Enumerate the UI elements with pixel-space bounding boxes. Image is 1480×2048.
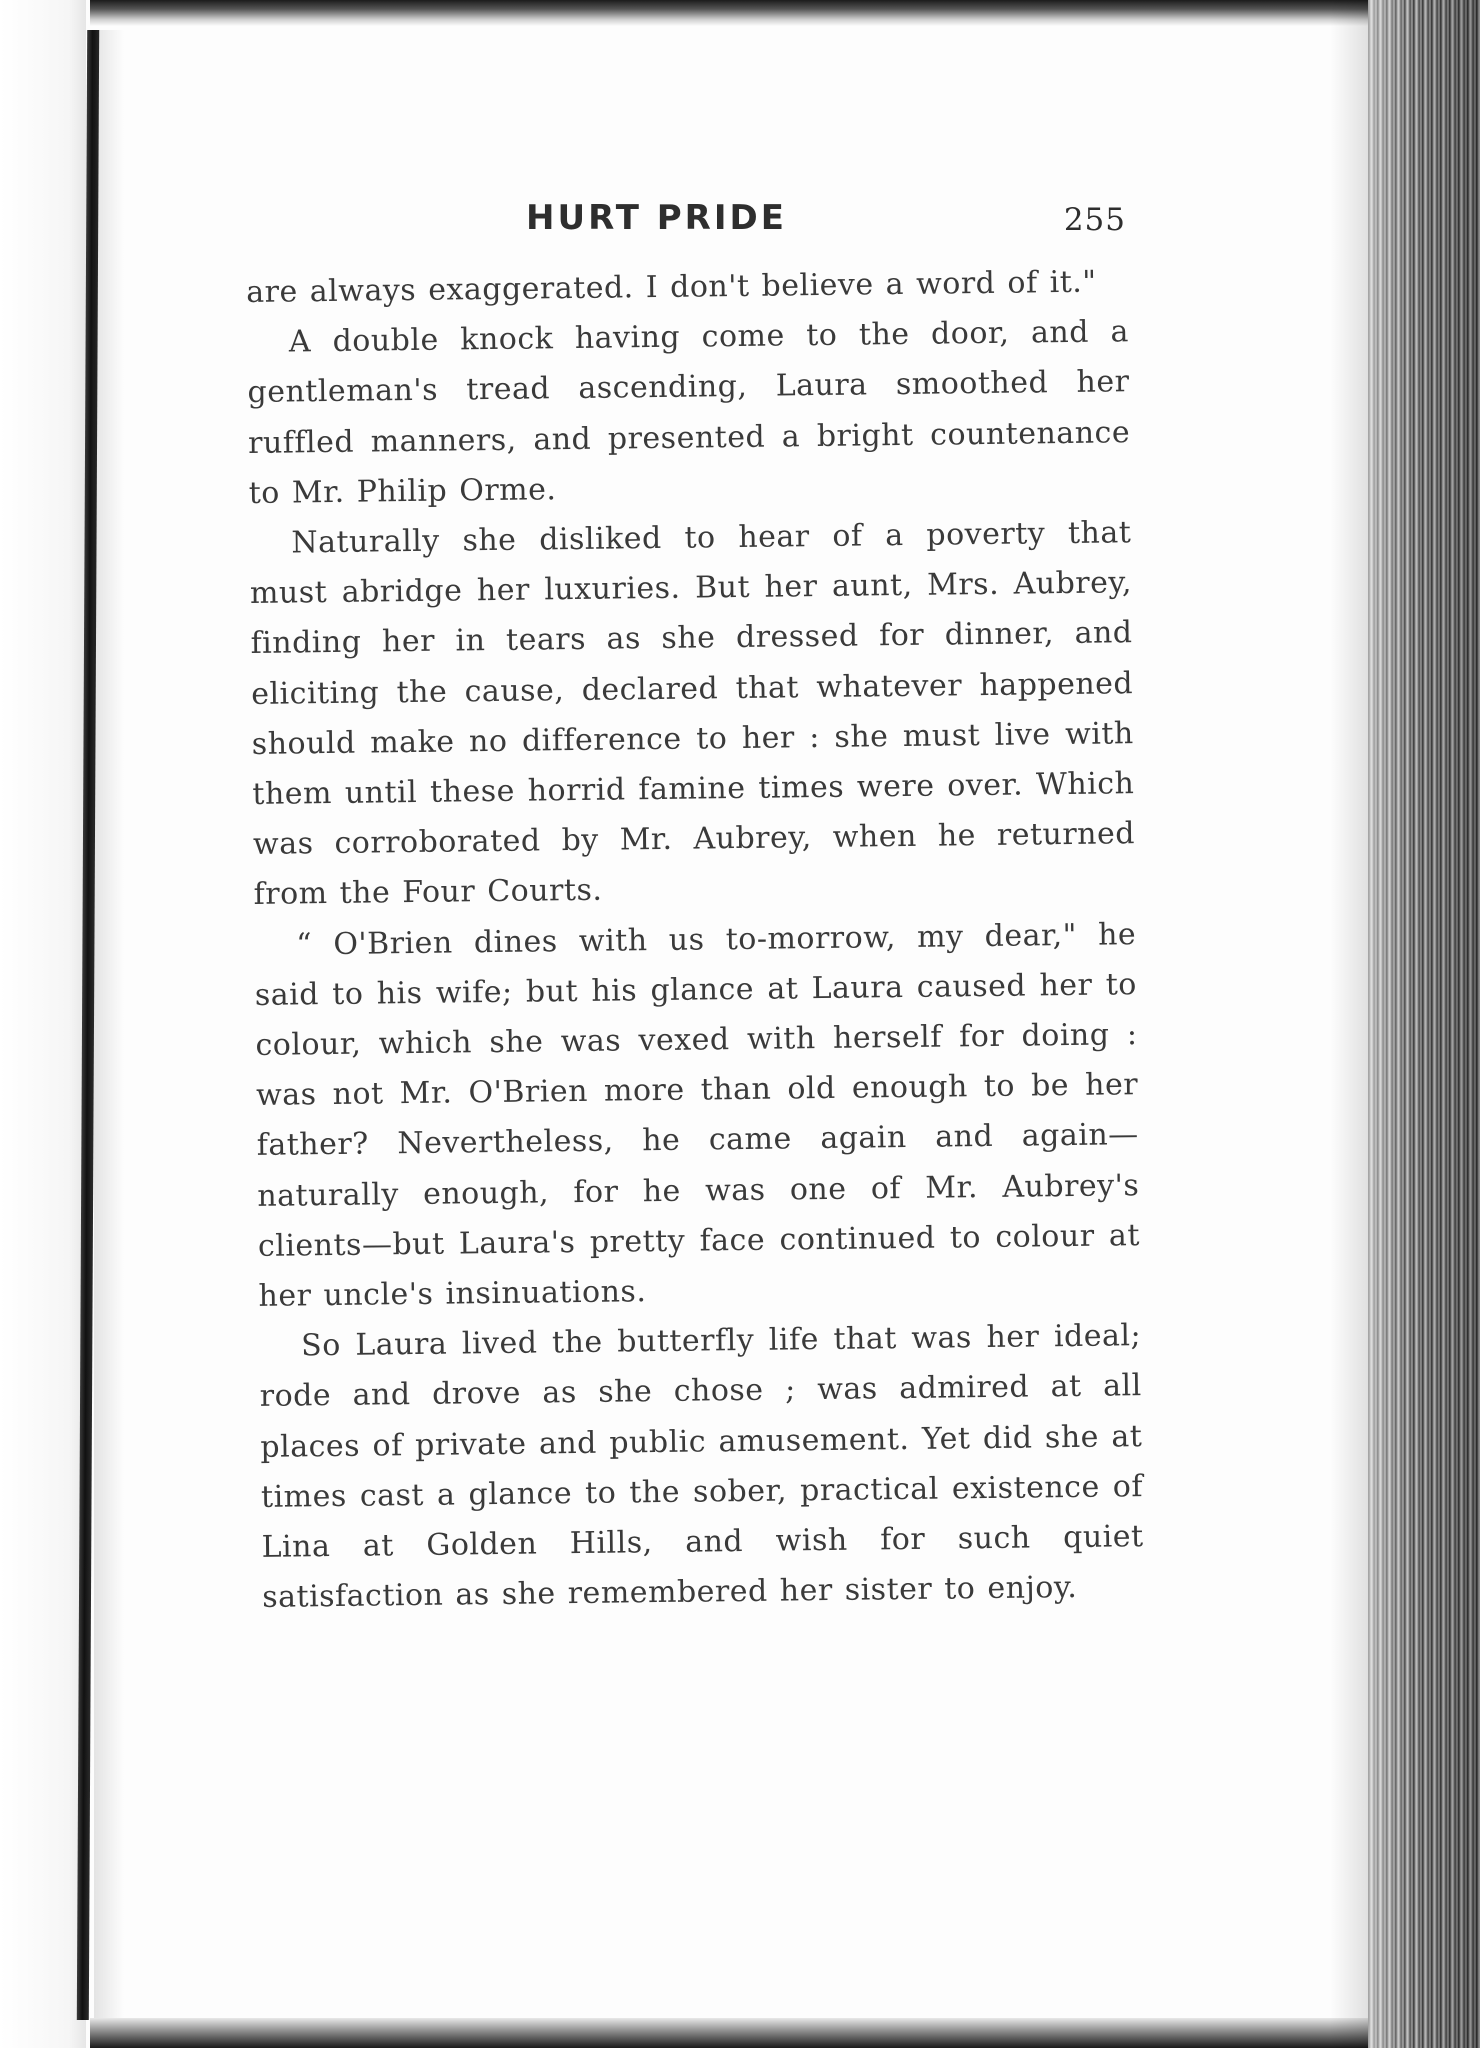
page-title: HURT PRIDE bbox=[526, 198, 787, 238]
page-number: 255 bbox=[1063, 202, 1126, 238]
page-right-shadow bbox=[1330, 0, 1370, 2048]
gutter-shadow bbox=[94, 30, 124, 2020]
body-text bbox=[246, 257, 1144, 1623]
page-top-edge bbox=[90, 0, 1370, 26]
page-stack-shading bbox=[1368, 0, 1480, 2048]
paragraph: “ O'Brien dines with us to-morrow, my dear," he said to his wife; but his glance at Laura caused her to colour, which she was vexed with herself for doing : was not Mr. O'Brien more than old enough to be her father? Nevertheless, he came again and again—naturally enough, for he was one of Mr. Aubrey's clients—but Laura's pretty face continued to colour at her uncle's insinuations. bbox=[254, 916, 1141, 1314]
paragraph: A double knock having come to the door, and a gentleman's tread ascending, Laura smoothed her ruffled manners, and presented a bright countenance to Mr. Philip Orme. bbox=[247, 314, 1131, 511]
paragraph: So Laura lived the butterfly life that was her ideal; rode and drove as she chose ; was admired at all places of private and public amusement. Yet did she at times cast a glance to the sober, practical existence of Lina at Golden Hills, and wish for such quiet satisfaction as she remembered her sister to enjoy. bbox=[259, 1318, 1144, 1616]
facing-page-edge bbox=[0, 0, 86, 2048]
running-head bbox=[246, 198, 1126, 248]
paragraph: Naturally she disliked to hear of a poverty that must abridge her luxuries. But her aunt, Mrs. Aubrey, finding her in tears as she dressed for dinner, and eliciting the cause, declared that whatever happened should make no difference to her : she must live with them until these horrid famine times were over. Which was corroborated by Mr. Aubrey, when he returned from the Four Courts. bbox=[249, 515, 1136, 913]
paragraph: are always exaggerated. I don't believe a word of it." bbox=[246, 264, 1097, 310]
page-bottom-edge bbox=[90, 2018, 1390, 2048]
